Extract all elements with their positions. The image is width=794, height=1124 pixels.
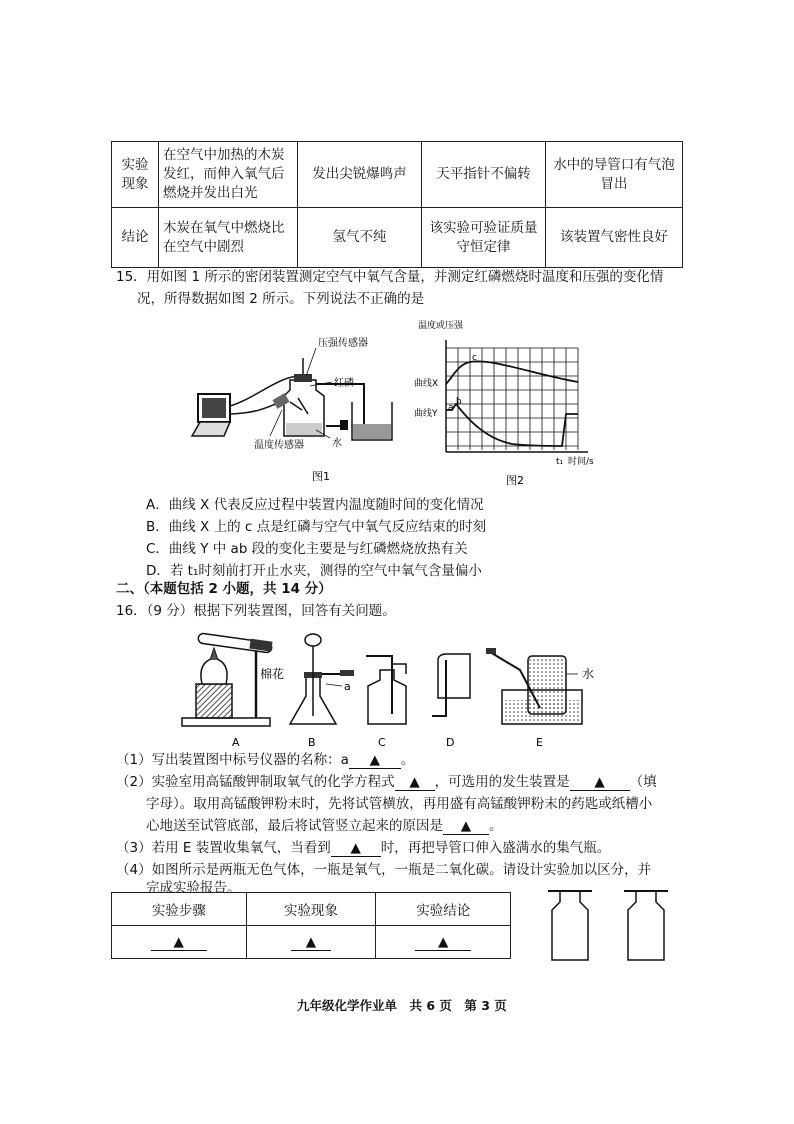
row2-c1: 木炭在氧气中燃烧比在空气中剧烈: [159, 208, 298, 268]
cotton-label: 棉花: [260, 667, 285, 681]
q16-part3: [116, 837, 610, 859]
fig2-point-c: c: [472, 353, 477, 363]
q15-line2: 况，所得数据如图 2 所示。下列说法不正确的是: [137, 291, 425, 307]
fig1-water-label: 水: [332, 438, 342, 449]
fig2-caption: 图2: [506, 474, 524, 487]
row2-c4: 该装置气密性良好: [546, 208, 683, 268]
q16-p2a: （2）实验室用高锰酸钾制取氧气的化学方程式: [116, 774, 395, 790]
label-c: C: [378, 736, 386, 749]
q15-option-c: C．曲线 Y 中 ab 段的变化主要是与红磷燃烧放热有关: [146, 541, 468, 557]
q16-apparatus-figure: [180, 630, 620, 750]
fig2-ylabel: 温度或压强: [418, 321, 464, 331]
fig2-curve-y: 曲线Y: [414, 409, 438, 419]
apparatus-c: [366, 656, 406, 724]
gas-bottle-1: [548, 891, 592, 960]
q16-part2-line1: [116, 771, 657, 793]
row1-c2: 发出尖锐爆鸣声: [298, 142, 422, 208]
apparatus-e: [486, 648, 594, 724]
apparatus-b: [290, 634, 354, 724]
q16-p2-blank-equation[interactable]: ▲: [395, 775, 435, 791]
q16-part4-line2: 完成实验报告。: [146, 880, 241, 896]
header-steps: 实验步骤: [112, 893, 247, 926]
gas-bottle-2: [624, 891, 668, 960]
q15-option-d: D．若 t₁时刻前打开止水夹，测得的空气中氧气含量偏小: [146, 563, 482, 579]
header-phenomenon: 实验现象: [246, 893, 376, 926]
q16-part2-line2: 字母）。取用高锰酸钾粉末时，先将试管横放，再用盛有高锰酸钾粉末的药匙或纸槽小: [146, 796, 653, 812]
label-a: A: [232, 736, 240, 749]
results-table: [111, 141, 683, 268]
fig2-point-b: b: [456, 397, 462, 407]
section-2-heading: 二、（本题包括 2 小题，共 14 分）: [116, 581, 332, 597]
fig2-xlabel: 时间/s: [568, 457, 594, 467]
report-blank-steps[interactable]: ▲: [151, 935, 207, 951]
q16-intro: 16．（9 分）根据下列装置图，回答有关问题。: [116, 603, 396, 619]
q16-p1-text: （1）写出装置图中标号仪器的名称：a: [116, 752, 349, 768]
q15-option-b: B．曲线 X 上的 c 点是红磷与空气中氧气反应结束的时刻: [146, 519, 487, 535]
report-blank-conclusion[interactable]: ▲: [415, 935, 471, 951]
q15-line1: 15．用如图 1 所示的密闭装置测定空气中氧气含量，并测定红磷燃烧时温度和压强的变化情: [116, 269, 664, 285]
label-e: E: [536, 736, 543, 749]
apparatus-a: [182, 633, 284, 726]
row1-c1: 在空气中加热的木炭发红，而伸入氧气后燃烧并发出白光: [159, 142, 298, 208]
row1-c3: 天平指针不偏转: [422, 142, 546, 208]
q16-p2c: （填: [629, 774, 657, 790]
a-label: a: [344, 680, 351, 693]
q16-part2-line3: [146, 815, 503, 837]
q16-part4-line1: （4）如图所示是两瓶无色气体，一瓶是氧气，一瓶是二氧化碳。请设计实验加以区分，并: [116, 862, 652, 878]
fig1-caption: 图1: [312, 470, 330, 483]
row1-head: 实验现象: [112, 142, 159, 208]
row2-c3: 该实验可验证质量守恒定律: [422, 208, 546, 268]
q16-p2-blank-device[interactable]: ▲: [570, 775, 630, 791]
page-footer: 九年级化学作业单 共 6 页 第 3 页: [297, 998, 507, 1013]
fig1-pressure-label: 压强传感器: [318, 338, 368, 349]
row2-head: 结论: [112, 208, 159, 268]
figure-2-graph: [412, 318, 602, 488]
q16-part1: [116, 749, 414, 771]
gas-bottles-figure: [544, 888, 674, 964]
q16-p1-blank[interactable]: ▲: [349, 753, 401, 769]
q16-p3b: 时，再把导管口伸入盛满水的集气瓶。: [380, 840, 611, 856]
apparatus-d: [432, 654, 470, 716]
q16-p2-blank-reason[interactable]: ▲: [443, 819, 489, 835]
q16-p1-end: 。: [400, 752, 415, 768]
fig2-point-a: a: [448, 403, 454, 413]
experiment-report-table: [111, 892, 511, 959]
q16-p2-line3b: 。: [489, 818, 503, 834]
label-b: B: [308, 736, 316, 749]
fig1-red-p-label: 红磷: [334, 378, 354, 389]
q15-option-a: A．曲线 X 代表反应过程中装置内温度随时间的变化情况: [146, 497, 484, 513]
fig2-curve-x: 曲线X: [414, 379, 439, 389]
e-water-label: 水: [582, 667, 595, 681]
header-conclusion: 实验结论: [376, 893, 511, 926]
row2-c2: 氢气不纯: [298, 208, 422, 268]
fig1-temp-label: 温度传感器: [254, 440, 304, 451]
q16-p3a: （3）若用 E 装置收集氧气，当看到: [116, 840, 331, 856]
label-d: D: [446, 736, 455, 749]
q16-p3-blank[interactable]: ▲: [331, 841, 381, 857]
q16-p2b: ，可选用的发生装置是: [434, 774, 570, 790]
report-blank-phenomenon[interactable]: ▲: [291, 935, 331, 951]
q16-p2-line3a: 心地送至试管底部，最后将试管竖立起来的原因是: [146, 818, 443, 834]
fig2-t1: t₁: [556, 457, 564, 467]
row1-c4: 水中的导管口有气泡冒出: [546, 142, 683, 208]
figure-1-apparatus: [186, 318, 416, 488]
